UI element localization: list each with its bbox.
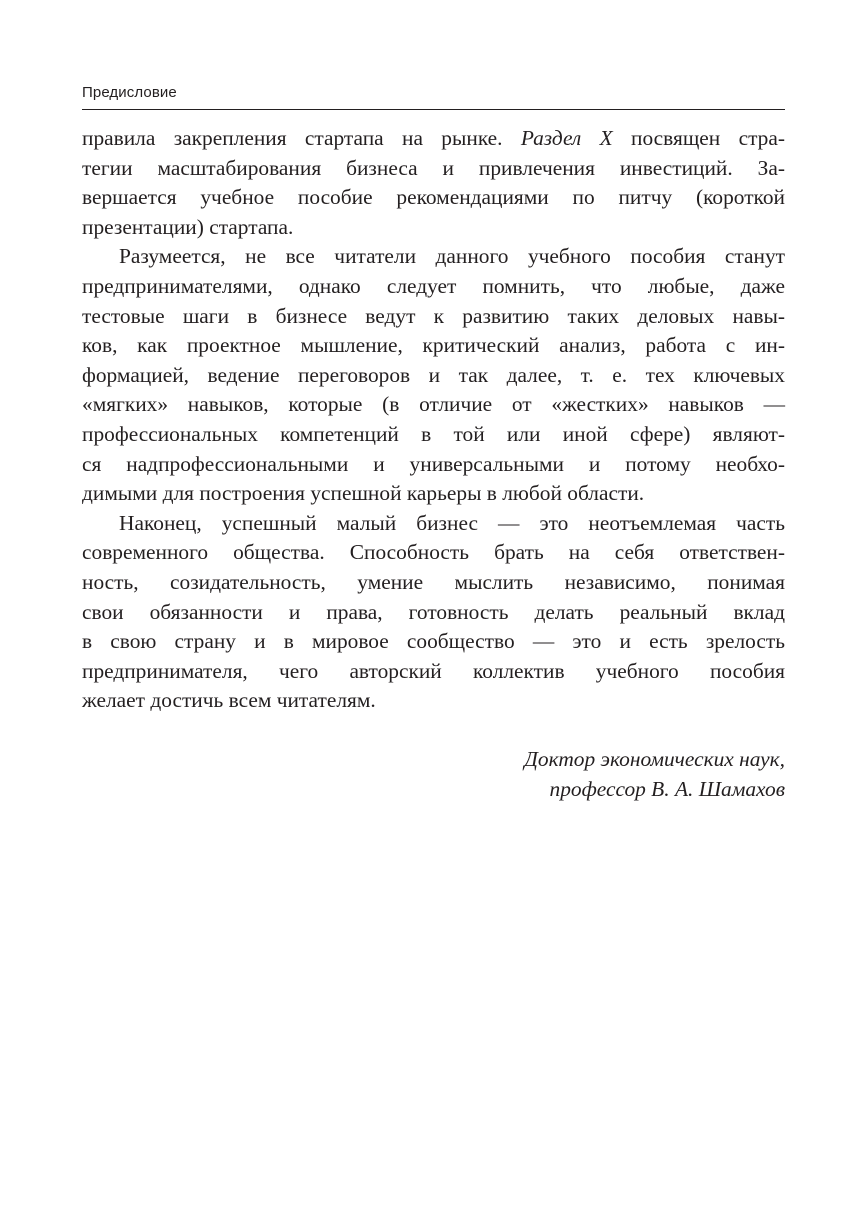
text-line: ков, как проектное мышление, критический анализ, работа с ин- — [82, 333, 785, 358]
text-line: презентации) стартапа. — [82, 214, 294, 239]
body-text — [82, 124, 785, 716]
text-line: тегии масштабирования бизнеса и привлечения инвестиций. За- — [82, 155, 785, 180]
text-line: вершается учебное пособие рекомендациями по питчу (короткой — [82, 185, 785, 210]
text-line: формацией, ведение переговоров и так далее, т. е. тех ключевых — [82, 362, 785, 387]
text-line: предпринимателями, однако следует помнить, что любые, даже — [82, 273, 785, 298]
text-line: профессиональных компетенций в той или иной сфере) являют- — [82, 421, 785, 446]
text-line: димыми для построения успешной карьеры в любой области. — [82, 481, 645, 506]
text-line: ность, созидательность, умение мыслить независимо, понимая — [82, 569, 785, 594]
text-line: ся надпрофессиональными и универсальными и потому необхо- — [82, 451, 785, 476]
text-line: свои обязанности и права, готовность делать реальный вклад — [82, 599, 785, 624]
section-reference: Раздел X — [520, 126, 613, 150]
text-line: предпринимателя, чего авторский коллектив учебного пособия — [82, 658, 785, 683]
text-line: в свою страну и в мировое сообщество — это и есть зрелость — [82, 629, 785, 654]
section-title: Предисловие — [82, 84, 177, 101]
text-line: «мягких» навыков, которые (в отличие от «жестких» навыков — — [82, 392, 785, 417]
signature-name: профессор В. А. Шамахов — [549, 777, 785, 801]
text-line: правила закрепления стартапа на рынке. Раздел X посвящен стра- — [82, 126, 785, 150]
text-line: Разумеется, не все читатели данного учебного пособия станут — [119, 244, 785, 269]
text-line: желает достичь всем читателям. — [82, 688, 376, 713]
text-line: Наконец, успешный малый бизнес — это неотъемлемая часть — [119, 510, 785, 535]
running-head — [82, 82, 785, 110]
author-signature — [524, 744, 785, 804]
signature-degree: Доктор экономических наук, — [524, 747, 785, 771]
text-line: тестовые шаги в бизнесе ведут к развитию таких деловых навы- — [82, 303, 785, 328]
text-line: современного общества. Способность брать на себя ответствен- — [82, 540, 785, 565]
